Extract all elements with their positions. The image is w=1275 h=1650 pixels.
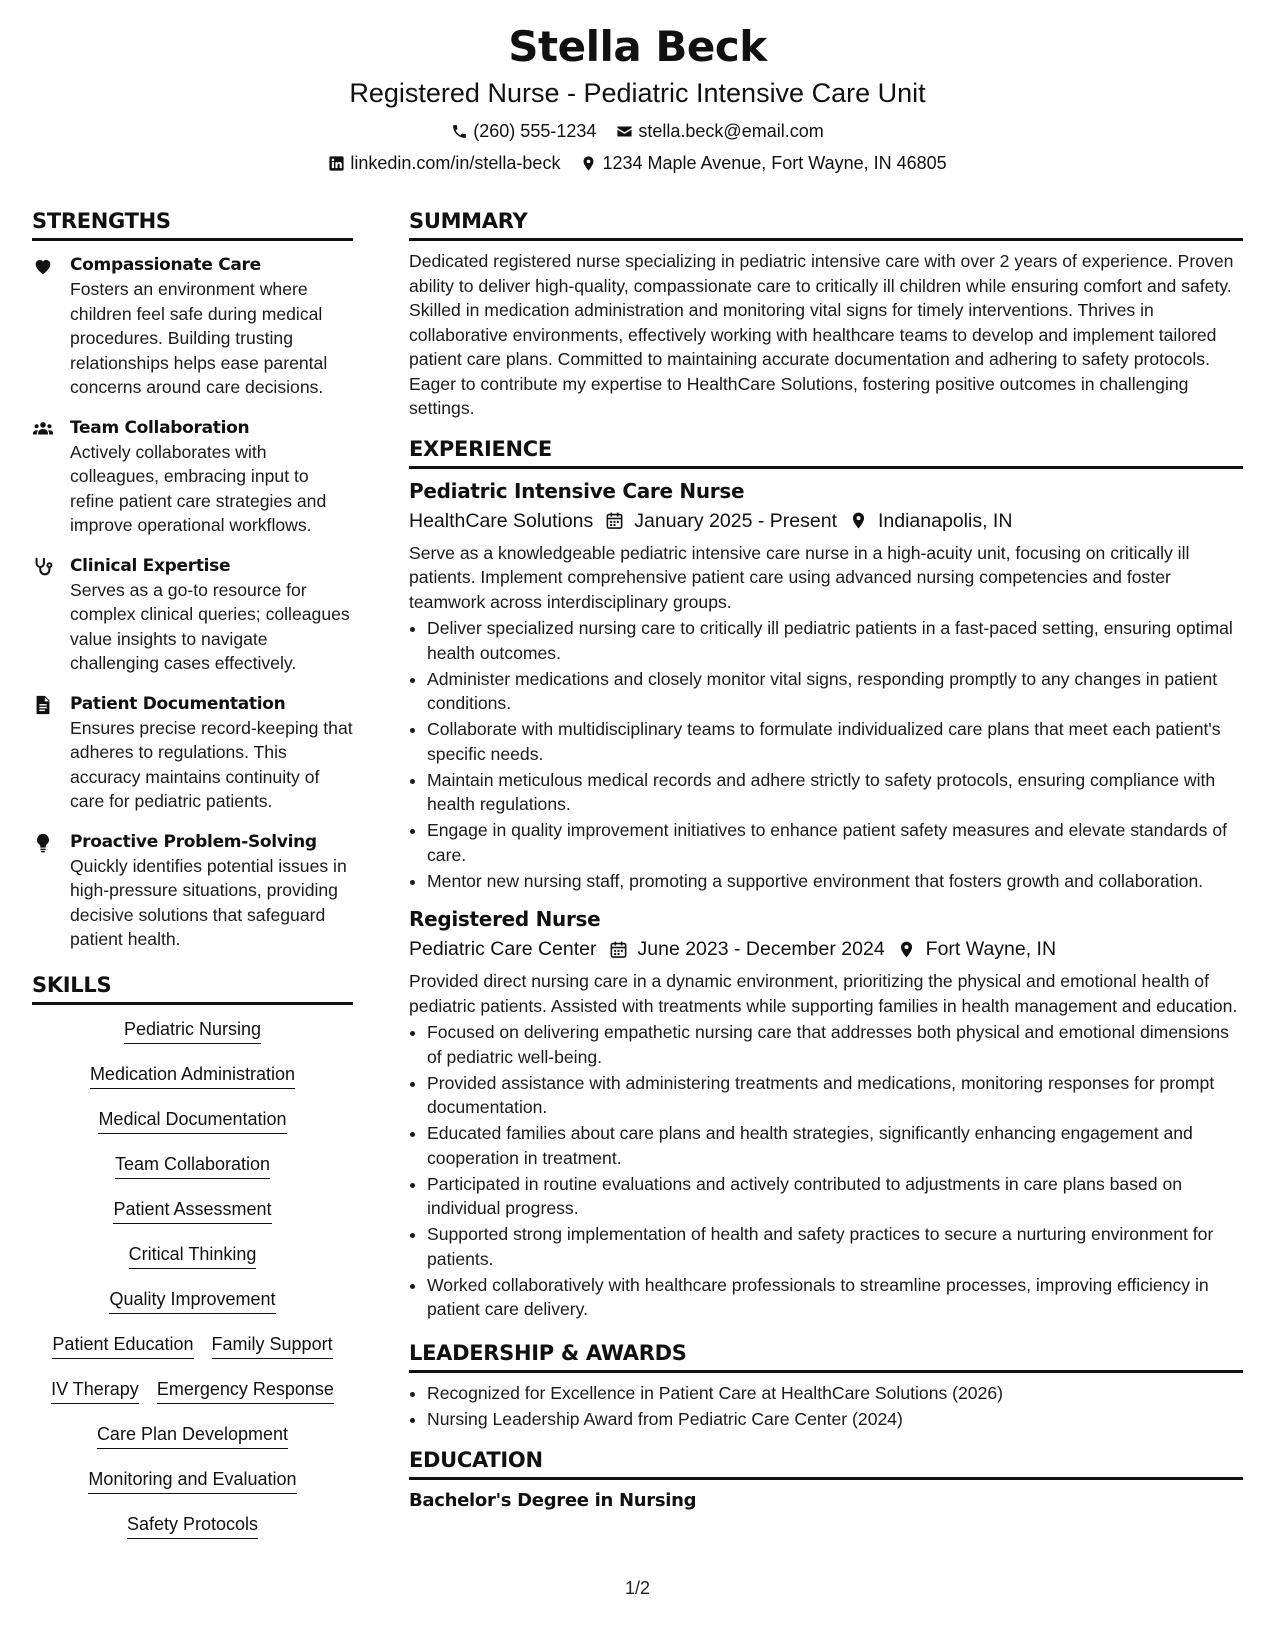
- strength-item: [32, 830, 353, 952]
- envelope-icon: [616, 123, 633, 140]
- map-pin-icon: [849, 511, 868, 530]
- job-title: Registered Nurse: [409, 907, 601, 931]
- phone-text: (260) 555-1234: [473, 121, 597, 141]
- users-icon: [32, 418, 54, 440]
- job-entry: [409, 477, 1243, 894]
- education-degree: Bachelor's Degree in Nursing: [409, 1490, 697, 1511]
- strength-title: Proactive Problem-Solving: [70, 831, 317, 852]
- skill-row: [127, 1512, 258, 1557]
- strength-item: [32, 554, 353, 676]
- awards-heading: LEADERSHIP & AWARDS: [409, 1338, 1243, 1373]
- linkedin-text[interactable]: linkedin.com/in/stella-beck: [350, 153, 561, 173]
- job-dates: [609, 935, 885, 963]
- list-item: • Educated families about care plans and health strategies, significantly enhancing engagement and cooperation in treatment.: [427, 1121, 1243, 1170]
- skill-row: [129, 1242, 257, 1287]
- strength-title: Compassionate Care: [70, 255, 261, 275]
- strength-desc: Serves as a go-to resource for complex clinical queries; colleagues value insights to navigate challenging cases effectively.: [70, 579, 350, 673]
- email-contact[interactable]: [616, 119, 823, 143]
- strength-title: Patient Documentation: [70, 693, 286, 714]
- strength-item: [32, 416, 353, 538]
- candidate-name: Stella Beck: [508, 22, 767, 71]
- list-item: • Deliver specialized nursing care to critically ill pediatric patients in a fast-paced setting, ensuring optimal health outcomes.: [427, 616, 1243, 665]
- list-item: • Worked collaboratively with healthcare professionals to streamline processes, improving efficiency in patient care delivery.: [427, 1273, 1243, 1322]
- skill-row: [51, 1377, 334, 1422]
- job-bullets: [409, 1020, 1243, 1322]
- left-column: [32, 206, 353, 1557]
- phone-icon: [451, 123, 468, 140]
- summary-text: Dedicated registered nurse specializing in pediatric intensive care with over 2 years of experience. Proven ability to deliver high-quality, compassionate care to critically ill children while ensuring comfort and safety. Skilled in medication administration and monitoring vital signs for timely interventions. Thrives in collaborative environments, effectively working with healthcare teams to develop and implement tailored patient care plans. Committed to maintaining accurate documentation and adhering to safety protocols. Eager to contribute my expertise to HealthCare Solutions, fostering positive outcomes in challenging settings.: [409, 251, 1234, 418]
- skill-tag: Critical Thinking: [129, 1242, 257, 1269]
- job-dates: [605, 507, 837, 535]
- contact-row-1: [0, 119, 1275, 143]
- skill-tag: Emergency Response: [157, 1377, 334, 1404]
- job-dates-text: June 2023 - December 2024: [637, 938, 885, 960]
- stethoscope-icon: [32, 556, 54, 578]
- skill-row: [52, 1332, 332, 1377]
- job-description: Serve as a knowledgeable pediatric intensive care nurse in a high-acuity unit, focusing on critically ill patients. Implement comprehensive patient care using advanced nursing competencies and foster teamwork across interdisciplinary groups.: [409, 542, 1190, 612]
- skill-tag: Safety Protocols: [127, 1512, 258, 1539]
- calendar-icon: [609, 940, 628, 959]
- skill-tag: Patient Assessment: [113, 1197, 271, 1224]
- job-meta: [409, 935, 1243, 963]
- skills-section: [32, 970, 353, 1557]
- page-number: 1/2: [624, 1578, 651, 1598]
- list-item: • Provided assistance with administering treatments and medications, monitoring responses for prompt documentation.: [427, 1071, 1243, 1120]
- list-item: • Administer medications and closely monitor vital signs, responding promptly to any changes in patient conditions.: [427, 667, 1243, 716]
- list-item: • Recognized for Excellence in Patient Care at HealthCare Solutions (2026): [427, 1381, 1243, 1406]
- list-item: • Participated in routine evaluations and actively contributed to adjustments in care plans based on individual progress.: [427, 1172, 1243, 1221]
- list-item: • Collaborate with multidisciplinary teams to formulate individualized care plans that meet each patient's specific needs.: [427, 717, 1243, 766]
- job-meta: [409, 507, 1243, 535]
- awards-list: [409, 1381, 1243, 1432]
- skill-row: [97, 1422, 288, 1467]
- strength-desc: Quickly identifies potential issues in high-pressure situations, providing decisive solutions that safeguard patient health.: [70, 855, 347, 949]
- strength-title: Team Collaboration: [70, 417, 250, 438]
- email-text[interactable]: stella.beck@email.com: [638, 121, 824, 141]
- resume-header: [0, 18, 1275, 175]
- strength-desc: Ensures precise record-keeping that adheres to regulations. This accuracy maintains continuity of care for pediatric patients.: [70, 717, 353, 811]
- job-company: Pediatric Care Center: [409, 938, 597, 960]
- strengths-list: [32, 253, 353, 952]
- document-icon: [32, 694, 54, 716]
- skill-row: [109, 1287, 275, 1332]
- skill-tag: Family Support: [212, 1332, 333, 1359]
- skill-tag: Pediatric Nursing: [124, 1017, 261, 1044]
- job-location-text: Fort Wayne, IN: [925, 938, 1057, 960]
- job-entry: [409, 905, 1243, 1322]
- job-location: [849, 507, 1012, 535]
- skill-tag: Medical Documentation: [98, 1107, 286, 1134]
- list-item: • Mentor new nursing staff, promoting a supportive environment that fosters growth and collaboration.: [427, 869, 1243, 894]
- strengths-heading: STRENGTHS: [32, 206, 353, 241]
- skill-row: [88, 1467, 296, 1512]
- strength-desc: Fosters an environment where children feel safe during medical procedures. Building trusting relationships helps ease parental concerns around care decisions.: [70, 279, 328, 397]
- address-text: 1234 Maple Avenue, Fort Wayne, IN 46805: [602, 153, 947, 173]
- strength-title: Clinical Expertise: [70, 555, 231, 576]
- experience-heading: EXPERIENCE: [409, 434, 1243, 469]
- candidate-title: Registered Nurse - Pediatric Intensive Care Unit: [349, 78, 926, 108]
- job-bullets: [409, 616, 1243, 893]
- right-column: [409, 206, 1243, 1514]
- job-description: Provided direct nursing care in a dynamic environment, prioritizing the physical and emotional health of pediatric patients. Assisted with treatments while supporting families in health management and education.: [409, 971, 1238, 1016]
- skill-row: [115, 1152, 270, 1197]
- skill-tag: Monitoring and Evaluation: [88, 1467, 296, 1494]
- map-pin-icon: [897, 940, 916, 959]
- skill-row: [113, 1197, 271, 1242]
- heart-icon: [32, 255, 54, 277]
- linkedin-icon: [328, 155, 345, 172]
- list-item: • Engage in quality improvement initiatives to enhance patient safety measures and elevate standards of care.: [427, 818, 1243, 867]
- job-location: [897, 935, 1056, 963]
- strength-item: [32, 253, 353, 400]
- linkedin-contact[interactable]: [328, 151, 560, 175]
- skill-row: [124, 1017, 261, 1062]
- skill-tag: Team Collaboration: [115, 1152, 270, 1179]
- list-item: • Nursing Leadership Award from Pediatric Care Center (2024): [427, 1407, 1243, 1432]
- list-item: • Supported strong implementation of health and safety practices to secure a nurturing environment for patients.: [427, 1222, 1243, 1271]
- skill-row: [90, 1062, 295, 1107]
- skill-tag: Medication Administration: [90, 1062, 295, 1089]
- calendar-icon: [605, 511, 624, 530]
- job-title: Pediatric Intensive Care Nurse: [409, 478, 745, 503]
- skill-tag: Care Plan Development: [97, 1422, 288, 1449]
- strength-item: [32, 692, 353, 814]
- job-location-text: Indianapolis, IN: [877, 509, 1013, 532]
- education-heading: EDUCATION: [409, 1445, 1243, 1480]
- contact-row-2: [0, 151, 1275, 175]
- list-item: • Focused on delivering empathetic nursing care that addresses both physical and emotional dimensions of pediatric well-being.: [427, 1020, 1243, 1069]
- skill-tag: IV Therapy: [51, 1377, 139, 1404]
- strength-desc: Actively collaborates with colleagues, embracing input to refine patient care strategies and improve operational workflows.: [70, 441, 327, 535]
- address-contact: [580, 151, 946, 175]
- phone-contact: [451, 119, 596, 143]
- job-dates-text: January 2025 - Present: [634, 509, 837, 532]
- skills-heading: SKILLS: [32, 970, 353, 1005]
- map-pin-icon: [580, 155, 597, 172]
- list-item: • Maintain meticulous medical records and adhere strictly to safety protocols, ensuring compliance with health regulations.: [427, 768, 1243, 817]
- job-company: HealthCare Solutions: [409, 509, 594, 532]
- skill-tag: Quality Improvement: [109, 1287, 275, 1314]
- lightbulb-icon: [32, 832, 54, 854]
- summary-heading: SUMMARY: [409, 206, 1243, 241]
- skill-tag: Patient Education: [52, 1332, 193, 1359]
- skill-row: [98, 1107, 286, 1152]
- skills-list: [32, 1017, 353, 1557]
